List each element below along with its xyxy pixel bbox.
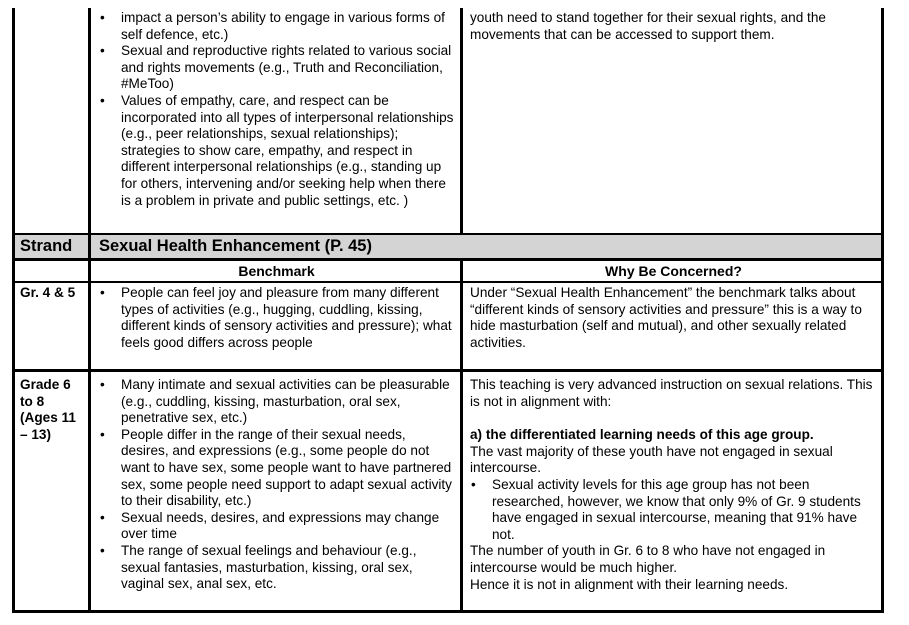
strand-title: Sexual Health Enhancement (P. 45) <box>99 237 372 255</box>
concern-intro: This teaching is very advanced instruction on sexual relations. This is not in alignment with: <box>470 377 873 409</box>
table-row-gr6-8 <box>15 372 881 610</box>
benchmark-list <box>99 285 454 351</box>
benchmark-list <box>99 377 454 593</box>
benchmark-cell <box>91 283 463 369</box>
concern-paragraph: The number of youth in Gr. 6 to 8 who have not engaged in intercourse would be much higher. <box>470 543 826 575</box>
spacer <box>470 410 877 427</box>
header-row <box>15 261 881 283</box>
concern-paragraph: Hence it is not in alignment with their learning needs. <box>470 576 789 592</box>
list-item: • Sexual activity levels for this age group has not been researched, however, we know that only 9% of Gr. 9 students have engaged in sexual intercourse, meaning that 91% have not. <box>470 477 877 543</box>
benchmark-cell <box>91 372 463 610</box>
concern-cell <box>463 372 881 610</box>
table-row-continued <box>15 8 881 235</box>
concern-text: Under “Sexual Health Enhancement” the benchmark talks about “different kinds of sensory activities and pressure” this is a way to hide masturbation (self and mutual), and other sexually related activities. <box>470 285 862 350</box>
list-item: • Sexual and reproductive rights related to various social and rights movements (e.g., Truth and Reconciliation, #MeToo) <box>99 43 454 93</box>
list-item: • People differ in the range of their sexual needs, desires, and expressions (e.g., some people do not want to have sex, some people want to have partnered sex, some people need support to adapt sexual activity to their disability, etc.) <box>99 427 454 510</box>
benchmark-list <box>99 10 454 209</box>
concern-list <box>470 477 877 543</box>
grade-label: Gr. 4 & 5 <box>15 283 91 369</box>
concern-cell <box>463 8 881 233</box>
list-item: • People can feel joy and pleasure from many different types of activities (e.g., hugging, cuddling, kissing, different kinds of sensory activities and pressure); what feels good differs across people <box>99 285 454 351</box>
list-item: • impact a person’s ability to engage in various forms of self defence, etc.) <box>99 10 454 43</box>
header-grade <box>15 261 91 281</box>
grade-label: Grade 6 to 8 (Ages 11 – 13) <box>15 372 91 610</box>
strand-row <box>15 235 881 261</box>
grade-cell <box>15 8 91 233</box>
header-concern: Why Be Concerned? <box>605 263 742 279</box>
concern-cell <box>463 283 881 369</box>
curriculum-table <box>12 8 884 613</box>
list-item: • Sexual needs, desires, and expressions may change over time <box>99 510 454 543</box>
list-item: • Many intimate and sexual activities can be pleasurable (e.g., cuddling, kissing, masturbation, oral sex, penetrative sex, etc.) <box>99 377 454 427</box>
list-item: • The range of sexual feelings and behaviour (e.g., sexual fantasies, masturbation, kissing, oral sex, vaginal sex, anal sex, etc. <box>99 543 454 593</box>
benchmark-cell <box>91 8 463 233</box>
table-row-gr4-5 <box>15 283 881 372</box>
concern-text: youth need to stand together for their sexual rights, and the movements that can be accessed to support them. <box>470 10 826 42</box>
header-benchmark: Benchmark <box>91 261 463 281</box>
concern-paragraph: The vast majority of these youth have not engaged in sexual intercourse. <box>470 443 833 476</box>
list-item: • Values of empathy, care, and respect can be incorporated into all types of interpersonal relationships (e.g., peer relationships, sexual relationships); strategies to show care, empathy, and respect in different interpersonal relationships (e.g., standing up for others, intervening and/or seeking help when there is a problem in private and public settings, etc. ) <box>99 93 454 209</box>
concern-heading: a) the differentiated learning needs of this age group. <box>470 427 814 443</box>
strand-label: Strand <box>15 235 91 258</box>
